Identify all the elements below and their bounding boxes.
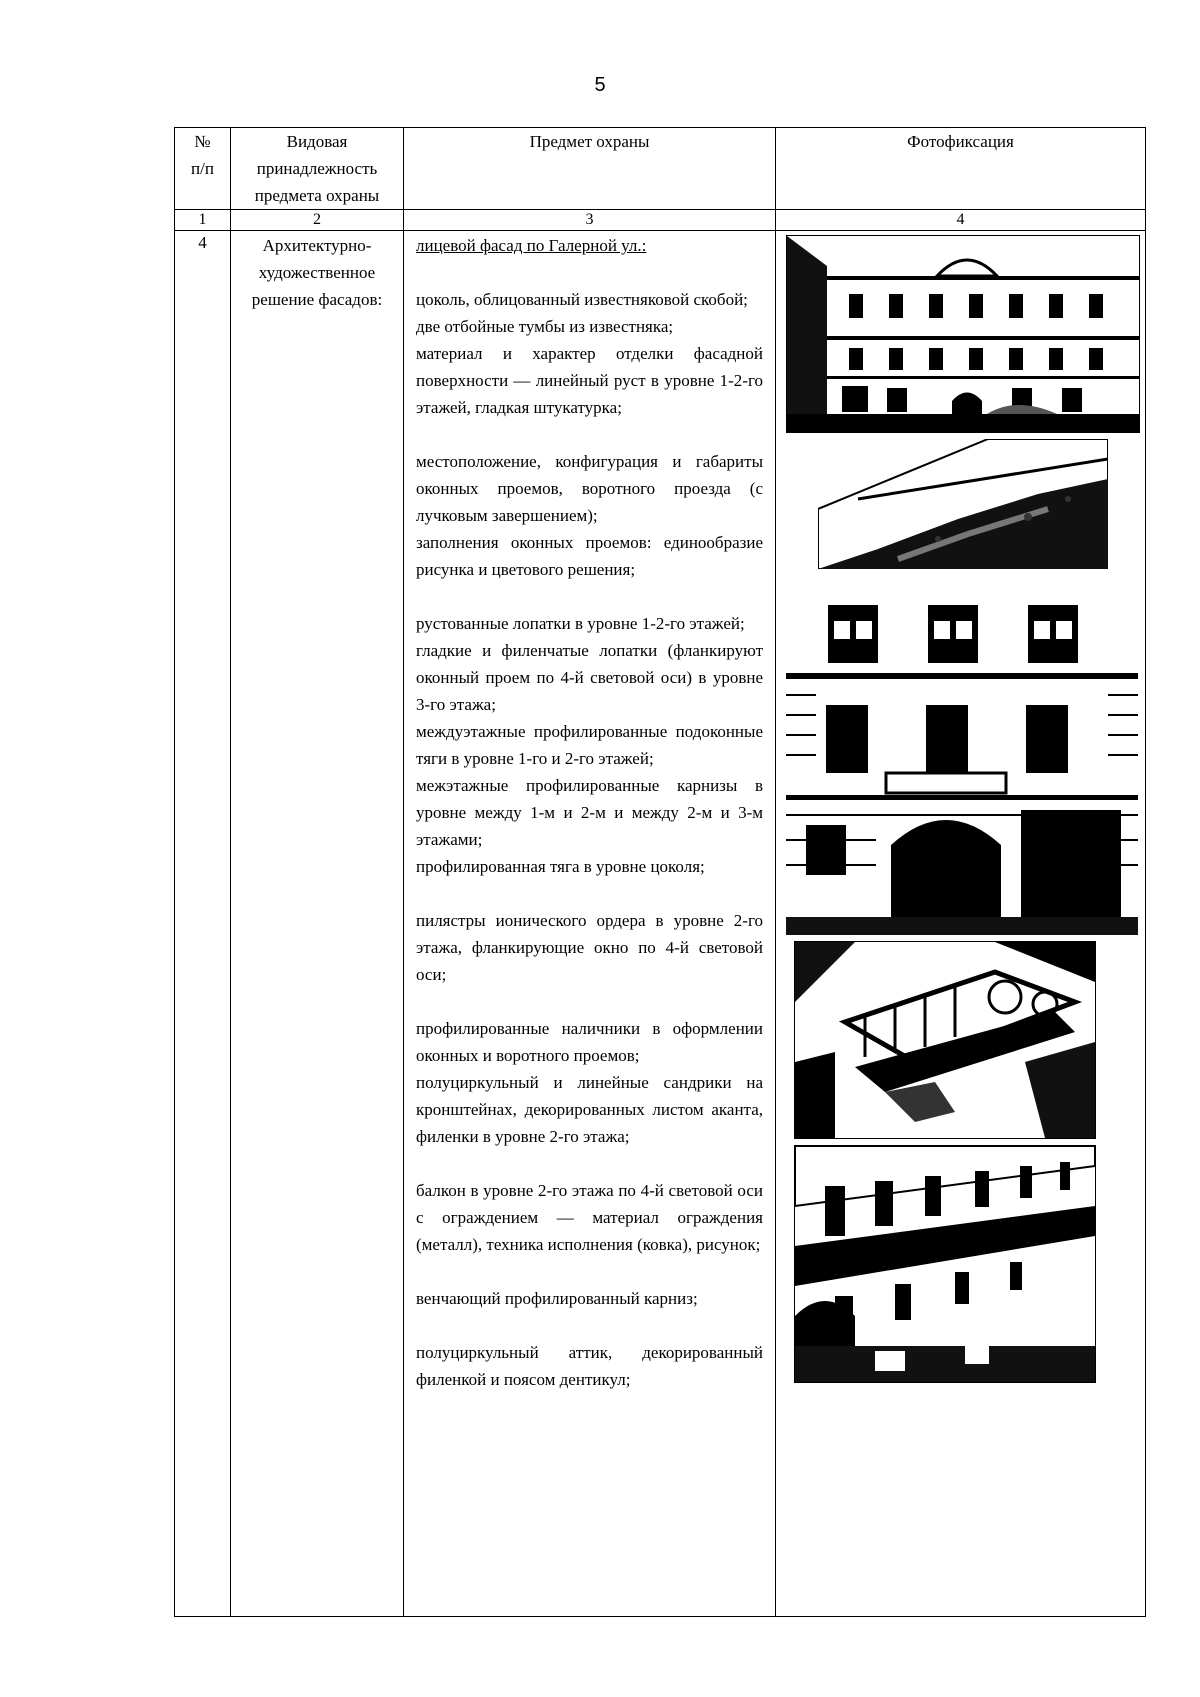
facade-overview-image	[787, 236, 1139, 432]
list-item: заполнения оконных проемов: единообразие рисунка и цветового решения;	[416, 533, 763, 579]
spacer	[416, 880, 763, 907]
list-item: материал и характер отделки фасадной поверхности — линейный руст в уровне 1-2-го этажей, гладкая штукатурка;	[416, 344, 763, 417]
row-number: 4	[175, 231, 231, 1617]
row-photos	[776, 231, 1146, 1617]
list-item: цоколь, облицованный известняковой скобой;	[416, 290, 748, 309]
protection-table	[174, 127, 1146, 1617]
list-item: полуциркульный аттик, декорированный филенкой и поясом дентикул;	[416, 1343, 763, 1389]
spacer	[416, 1150, 763, 1177]
header-photo	[776, 128, 1146, 210]
list-item: рустованные лопатки в уровне 1-2-го этажей;	[416, 614, 745, 633]
spacer	[416, 421, 763, 448]
photo-facade-overview	[786, 235, 1140, 433]
photo-facade-detail	[786, 595, 1138, 935]
column-number-1: 1	[175, 210, 231, 231]
list-item: профилированные наличники в оформлении оконных и воротного проемов;	[416, 1019, 763, 1065]
row-type: Архитектурно-художественное решение фасадов:	[231, 231, 404, 1617]
plinth-image	[818, 439, 1108, 569]
header-row	[175, 128, 1146, 210]
list-item: пилястры ионического ордера в уровне 2-го этажа, фланкирующие окно по 4-й световой оси;	[416, 911, 763, 984]
column-number-3: 3	[404, 210, 776, 231]
spacer	[416, 583, 763, 610]
column-number-4: 4	[776, 210, 1146, 231]
header-number	[175, 128, 231, 210]
header-photo-text: Фотофиксация	[907, 132, 1014, 151]
header-subject-text: Предмет охраны	[529, 132, 650, 151]
street-view-image	[795, 1146, 1095, 1382]
photo-street-view	[794, 1145, 1096, 1383]
header-subject	[404, 128, 776, 210]
spacer	[416, 259, 763, 286]
row-description	[404, 231, 776, 1617]
facade-heading: лицевой фасад по Галерной ул.:	[416, 236, 647, 255]
list-item: межэтажные профилированные карнизы в уровне между 1-м и 2-м и между 2-м и 3-м этажами;	[416, 776, 763, 849]
header-number-text: № п/п	[191, 132, 214, 178]
header-type	[231, 128, 404, 210]
header-type-text: Видовая принадлежность предмета охраны	[254, 132, 380, 205]
balcony-image	[795, 942, 1095, 1138]
spacer	[416, 988, 763, 1015]
list-item: балкон в уровне 2-го этажа по 4-й световой оси с ограждением — материал ограждения (металл), техника исполнения (ковка), рисунок;	[416, 1181, 763, 1254]
spacer	[416, 1258, 763, 1285]
column-number-row	[175, 210, 1146, 231]
list-item: местоположение, конфигурация и габариты оконных проемов, воротного проезда (с лучковым завершением);	[416, 452, 763, 525]
list-item: междуэтажные профилированные подоконные тяги в уровне 1-го и 2-го этажей;	[416, 722, 763, 768]
spacer	[416, 1312, 763, 1339]
table-row	[175, 231, 1146, 1617]
photo-plinth	[818, 439, 1108, 569]
list-item: профилированная тяга в уровне цоколя;	[416, 857, 705, 876]
list-item: две отбойные тумбы из известняка;	[416, 317, 674, 336]
photo-balcony	[794, 941, 1096, 1139]
column-number-2: 2	[231, 210, 404, 231]
page-number: 5	[594, 74, 606, 96]
facade-detail-image	[786, 595, 1138, 935]
list-item: венчающий профилированный карниз;	[416, 1289, 698, 1308]
list-item: полуциркульный и линейные сандрики на кронштейнах, декорированных листом аканта, филенки в уровне 2-го этажа;	[416, 1073, 763, 1146]
list-item: гладкие и филенчатые лопатки (фланкируют оконный проем по 4-й световой оси) в уровне 3-го этажа;	[416, 641, 763, 714]
